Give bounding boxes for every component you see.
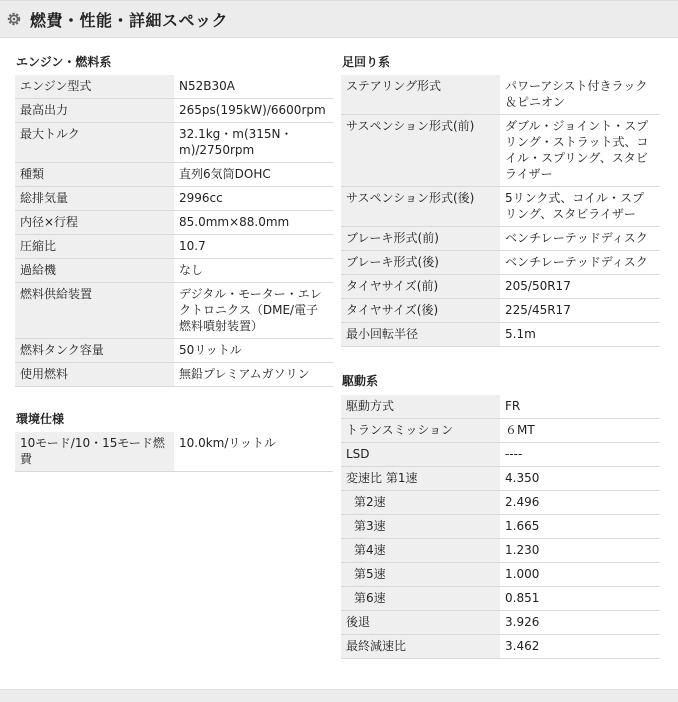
spec-label: サスペンション形式(前): [341, 115, 500, 187]
spec-value: 0.851: [500, 587, 659, 611]
spec-row: [15, 211, 333, 235]
spec-row: [15, 187, 333, 211]
spec-row: [341, 635, 659, 659]
spec-value: 32.1kg・m(315N・m)/2750rpm: [174, 123, 333, 163]
spec-label: ステアリング形式: [341, 75, 500, 115]
spec-value: 直列6気筒DOHC: [174, 163, 333, 187]
spec-value: 205/50R17: [500, 275, 659, 299]
spec-label: 10モード/10・15モード燃費: [15, 432, 174, 472]
env-section-title: 環境仕様: [16, 412, 65, 426]
spec-label: 変速比 第1速: [341, 467, 500, 491]
spec-label: 最大トルク: [15, 123, 174, 163]
spec-value: ----: [500, 443, 659, 467]
spec-row: [341, 467, 659, 491]
spec-label: トランスミッション: [341, 419, 500, 443]
spec-label: ブレーキ形式(後): [341, 251, 500, 275]
spec-label: 第2速: [341, 491, 500, 515]
spec-label: 最小回転半径: [341, 323, 500, 347]
spec-value: 5リンク式、コイル・スプリング、スタビライザー: [500, 187, 659, 227]
spec-value: 10.0km/リットル: [174, 432, 333, 472]
gear-icon: [6, 11, 22, 27]
spec-row: [15, 259, 333, 283]
page-title: 燃費・性能・詳細スペック: [30, 11, 229, 30]
spec-label: 第6速: [341, 587, 500, 611]
spec-value: ベンチレーテッドディスク: [500, 227, 659, 251]
section-header: [0, 0, 678, 38]
spec-value: 50リットル: [174, 339, 333, 363]
spec-row: [341, 227, 659, 251]
spec-label: 内径×行程: [15, 211, 174, 235]
spec-value: 1.230: [500, 539, 659, 563]
spec-label: 燃料供給装置: [15, 283, 174, 339]
spec-label: エンジン型式: [15, 75, 174, 99]
spec-value: ベンチレーテッドディスク: [500, 251, 659, 275]
spec-label: ブレーキ形式(前): [341, 227, 500, 251]
spec-value: 無鉛プレミアムガソリン: [174, 363, 333, 387]
spec-value: 85.0mm×88.0mm: [174, 211, 333, 235]
spec-value: 4.350: [500, 467, 659, 491]
spec-row: [341, 443, 659, 467]
spec-value: 265ps(195kW)/6600rpm: [174, 99, 333, 123]
engine-spec-table: [15, 75, 333, 387]
spec-value: デジタル・モーター・エレクトロニクス（DME/電子燃料噴射装置）: [174, 283, 333, 339]
spec-label: 種類: [15, 163, 174, 187]
spec-row: [341, 515, 659, 539]
spec-label: タイヤサイズ(後): [341, 299, 500, 323]
suspension-section-title: 足回り系: [342, 55, 391, 69]
spec-value: 3.462: [500, 635, 659, 659]
spec-label: 第5速: [341, 563, 500, 587]
spec-row: [15, 99, 333, 123]
spec-value: 2996cc: [174, 187, 333, 211]
spec-label: 過給機: [15, 259, 174, 283]
bottom-bar: [0, 689, 678, 702]
drive-spec-table: [341, 395, 659, 659]
spec-label: タイヤサイズ(前): [341, 275, 500, 299]
spec-value: 2.496: [500, 491, 659, 515]
spec-value: ６MT: [500, 419, 659, 443]
drive-section-title: 駆動系: [342, 374, 379, 388]
spec-row: [341, 115, 659, 187]
spec-row: [341, 539, 659, 563]
spec-row: [341, 275, 659, 299]
spec-label: 使用燃料: [15, 363, 174, 387]
spec-value: 225/45R17: [500, 299, 659, 323]
spec-label: サスペンション形式(後): [341, 187, 500, 227]
spec-row: [15, 123, 333, 163]
spec-row: [15, 235, 333, 259]
spec-row: [341, 299, 659, 323]
spec-row: [341, 251, 659, 275]
spec-row: [341, 611, 659, 635]
spec-row: [341, 491, 659, 515]
suspension-spec-table: [341, 75, 659, 347]
spec-row: [341, 187, 659, 227]
spec-label: 最終減速比: [341, 635, 500, 659]
spec-row: [15, 363, 333, 387]
spec-label: 燃料タンク容量: [15, 339, 174, 363]
spec-row: [15, 163, 333, 187]
spec-row: [341, 587, 659, 611]
spec-value: N52B30A: [174, 75, 333, 99]
spec-row: [341, 395, 659, 419]
spec-label: 最高出力: [15, 99, 174, 123]
spec-label: 後退: [341, 611, 500, 635]
spec-value: なし: [174, 259, 333, 283]
spec-row: [15, 339, 333, 363]
spec-value: パワーアシスト付きラック＆ピニオン: [500, 75, 659, 115]
spec-row: [341, 563, 659, 587]
spec-label: LSD: [341, 443, 500, 467]
spec-label: 駆動方式: [341, 395, 500, 419]
spec-value: 1.000: [500, 563, 659, 587]
spec-label: 総排気量: [15, 187, 174, 211]
spec-row: [15, 432, 333, 472]
spec-value: FR: [500, 395, 659, 419]
spec-value: ダブル・ジョイント・スプリング・ストラット式、コイル・スプリング、スタビライザー: [500, 115, 659, 187]
spec-row: [15, 75, 333, 99]
spec-value: 5.1m: [500, 323, 659, 347]
spec-value: 3.926: [500, 611, 659, 635]
spec-value: 10.7: [174, 235, 333, 259]
spec-row: [341, 419, 659, 443]
spec-value: 1.665: [500, 515, 659, 539]
spec-row: [341, 75, 659, 115]
env-spec-table: [15, 432, 333, 472]
spec-label: 第3速: [341, 515, 500, 539]
spec-row: [341, 323, 659, 347]
spec-row: [15, 283, 333, 339]
engine-section-title: エンジン・燃料系: [16, 55, 112, 69]
spec-label: 第4速: [341, 539, 500, 563]
spec-label: 圧縮比: [15, 235, 174, 259]
